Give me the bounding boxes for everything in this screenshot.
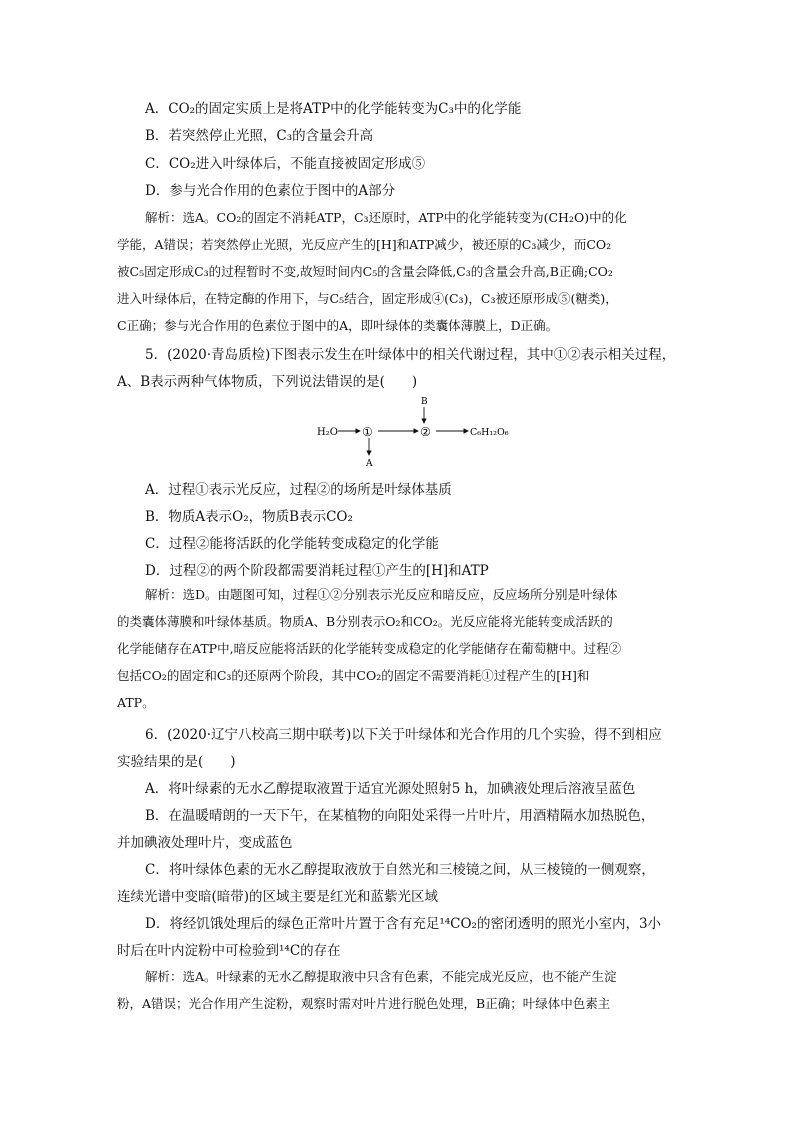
q5-explanation-line: 化学能储存在ATP中,暗反应能将活跃的化学能转变成稳定的化学能储存在葡萄糖中。过程② [117, 641, 622, 656]
h2o-label: H₂O [317, 427, 338, 438]
q5-stem: 5．(2020·青岛质检)下图表示发生在叶绿体中的相关代谢过程，其中①②表示相关过程， [145, 347, 676, 363]
q5-explanation-line: 的类囊体薄膜和叶绿体基质。物质A、B分别表示O₂和CO₂。光反应能将光能转变成活跃的 [117, 614, 613, 629]
q6-option-c: C．将叶绿体色素的无水乙醇提取液放于自然光和三棱镜之间，从三棱镜的一侧观察， [145, 862, 655, 878]
q5-explanation-line: ATP。 [117, 695, 155, 710]
q6-explanation-line: 粉，A错误；光合作用产生淀粉，观察时需对叶片进行脱色处理，B正确；叶绿体中色素主 [117, 996, 611, 1011]
q5-option-c: C．过程②能将活跃的化学能转变成稳定的化学能 [145, 536, 439, 552]
q6-option-d: D．将经饥饿处理后的绿色正常叶片置于含有充足¹⁴CO₂的密闭透明的照光小室内，3小 [145, 916, 662, 932]
q6-option-b: B．在温暖晴朗的一天下午，在某植物的向阳处采得一片叶片，用酒精隔水加热脱色， [145, 808, 655, 824]
q5-explanation-line: 包括CO₂的固定和C₃的还原两个阶段，其中CO₂的固定不需要消耗①过程产生的[H]和 [117, 668, 590, 683]
q5-stem: A、B表示两种气体物质，下列说法错误的是( ) [117, 374, 418, 390]
glucose-label: C₆H₁₂O₆ [470, 427, 509, 438]
q5-option-a: A．过程①表示光反应，过程②的场所是叶绿体基质 [145, 482, 452, 498]
q5-option-d: D．过程②的两个阶段都需要消耗过程①产生的[H]和ATP [145, 563, 489, 579]
q6-explanation-line: 解析：选A。叶绿素的无水乙醇提取液中只含有色素，不能完成光反应，也不能产生淀 [145, 969, 617, 984]
step2-label: ② [420, 425, 431, 439]
process-diagram [300, 392, 530, 472]
gas-b-label: B [421, 397, 428, 407]
q4-explanation-line: 解析：选A。CO₂的固定不消耗ATP，C₃还原时，ATP中的化学能转变为(CH₂O)中的化 [145, 210, 627, 225]
q4-option-b: B．若突然停止光照，C₃的含量会升高 [145, 128, 374, 144]
q4-explanation-line: 被C₅固定形成C₃的过程暂时不变,故短时间内C₅的含量会降低,C₃的含量会升高,B正确;CO₂ [117, 264, 613, 279]
q6-option-b-cont: 并加碘液处理叶片，变成蓝色 [117, 835, 293, 851]
q4-explanation-line: 学能，A错误；若突然停止光照，光反应产生的[H]和ATP减少，被还原的C₃减少，而CO₂ [117, 237, 612, 252]
step1-label: ① [362, 425, 373, 439]
q4-option-a: A．CO₂的固定实质上是将ATP中的化学能转变为C₃中的化学能 [145, 101, 522, 117]
gas-a-label: A [366, 459, 373, 469]
q6-option-d-cont: 时后在叶内淀粉中可检验到¹⁴C的存在 [117, 943, 341, 959]
q4-option-d: D．参与光合作用的色素位于图中的A部分 [145, 183, 396, 199]
q5-explanation-line: 解析：选D。由题图可知，过程①②分别表示光反应和暗反应，反应场所分别是叶绿体 [145, 587, 618, 602]
q4-explanation-line: 进入叶绿体后，在特定酶的作用下，与C₅结合，固定形成④(C₃)，C₃被还原形成⑤(糖类)， [117, 291, 618, 306]
q6-stem: 6．(2020·辽宁八校高三期中联考)以下关于叶绿体和光合作用的几个实验，得不到相应 [145, 727, 662, 743]
q4-explanation-line: C正确；参与光合作用的色素位于图中的A，即叶绿体的类囊体薄膜上，D正确。 [117, 318, 559, 333]
q5-option-b: B．物质A表示O₂，物质B表示CO₂ [145, 509, 353, 525]
q4-option-c: C．CO₂进入叶绿体后，不能直接被固定形成⑤ [145, 156, 426, 172]
q6-option-c-cont: 连续光谱中变暗(暗带)的区域主要是红光和蓝紫光区域 [117, 889, 439, 905]
q6-option-a: A．将叶绿素的无水乙醇提取液置于适宜光源处照射5 h，加碘液处理后溶液呈蓝色 [145, 781, 636, 797]
q6-stem: 实验结果的是( ) [117, 754, 236, 770]
